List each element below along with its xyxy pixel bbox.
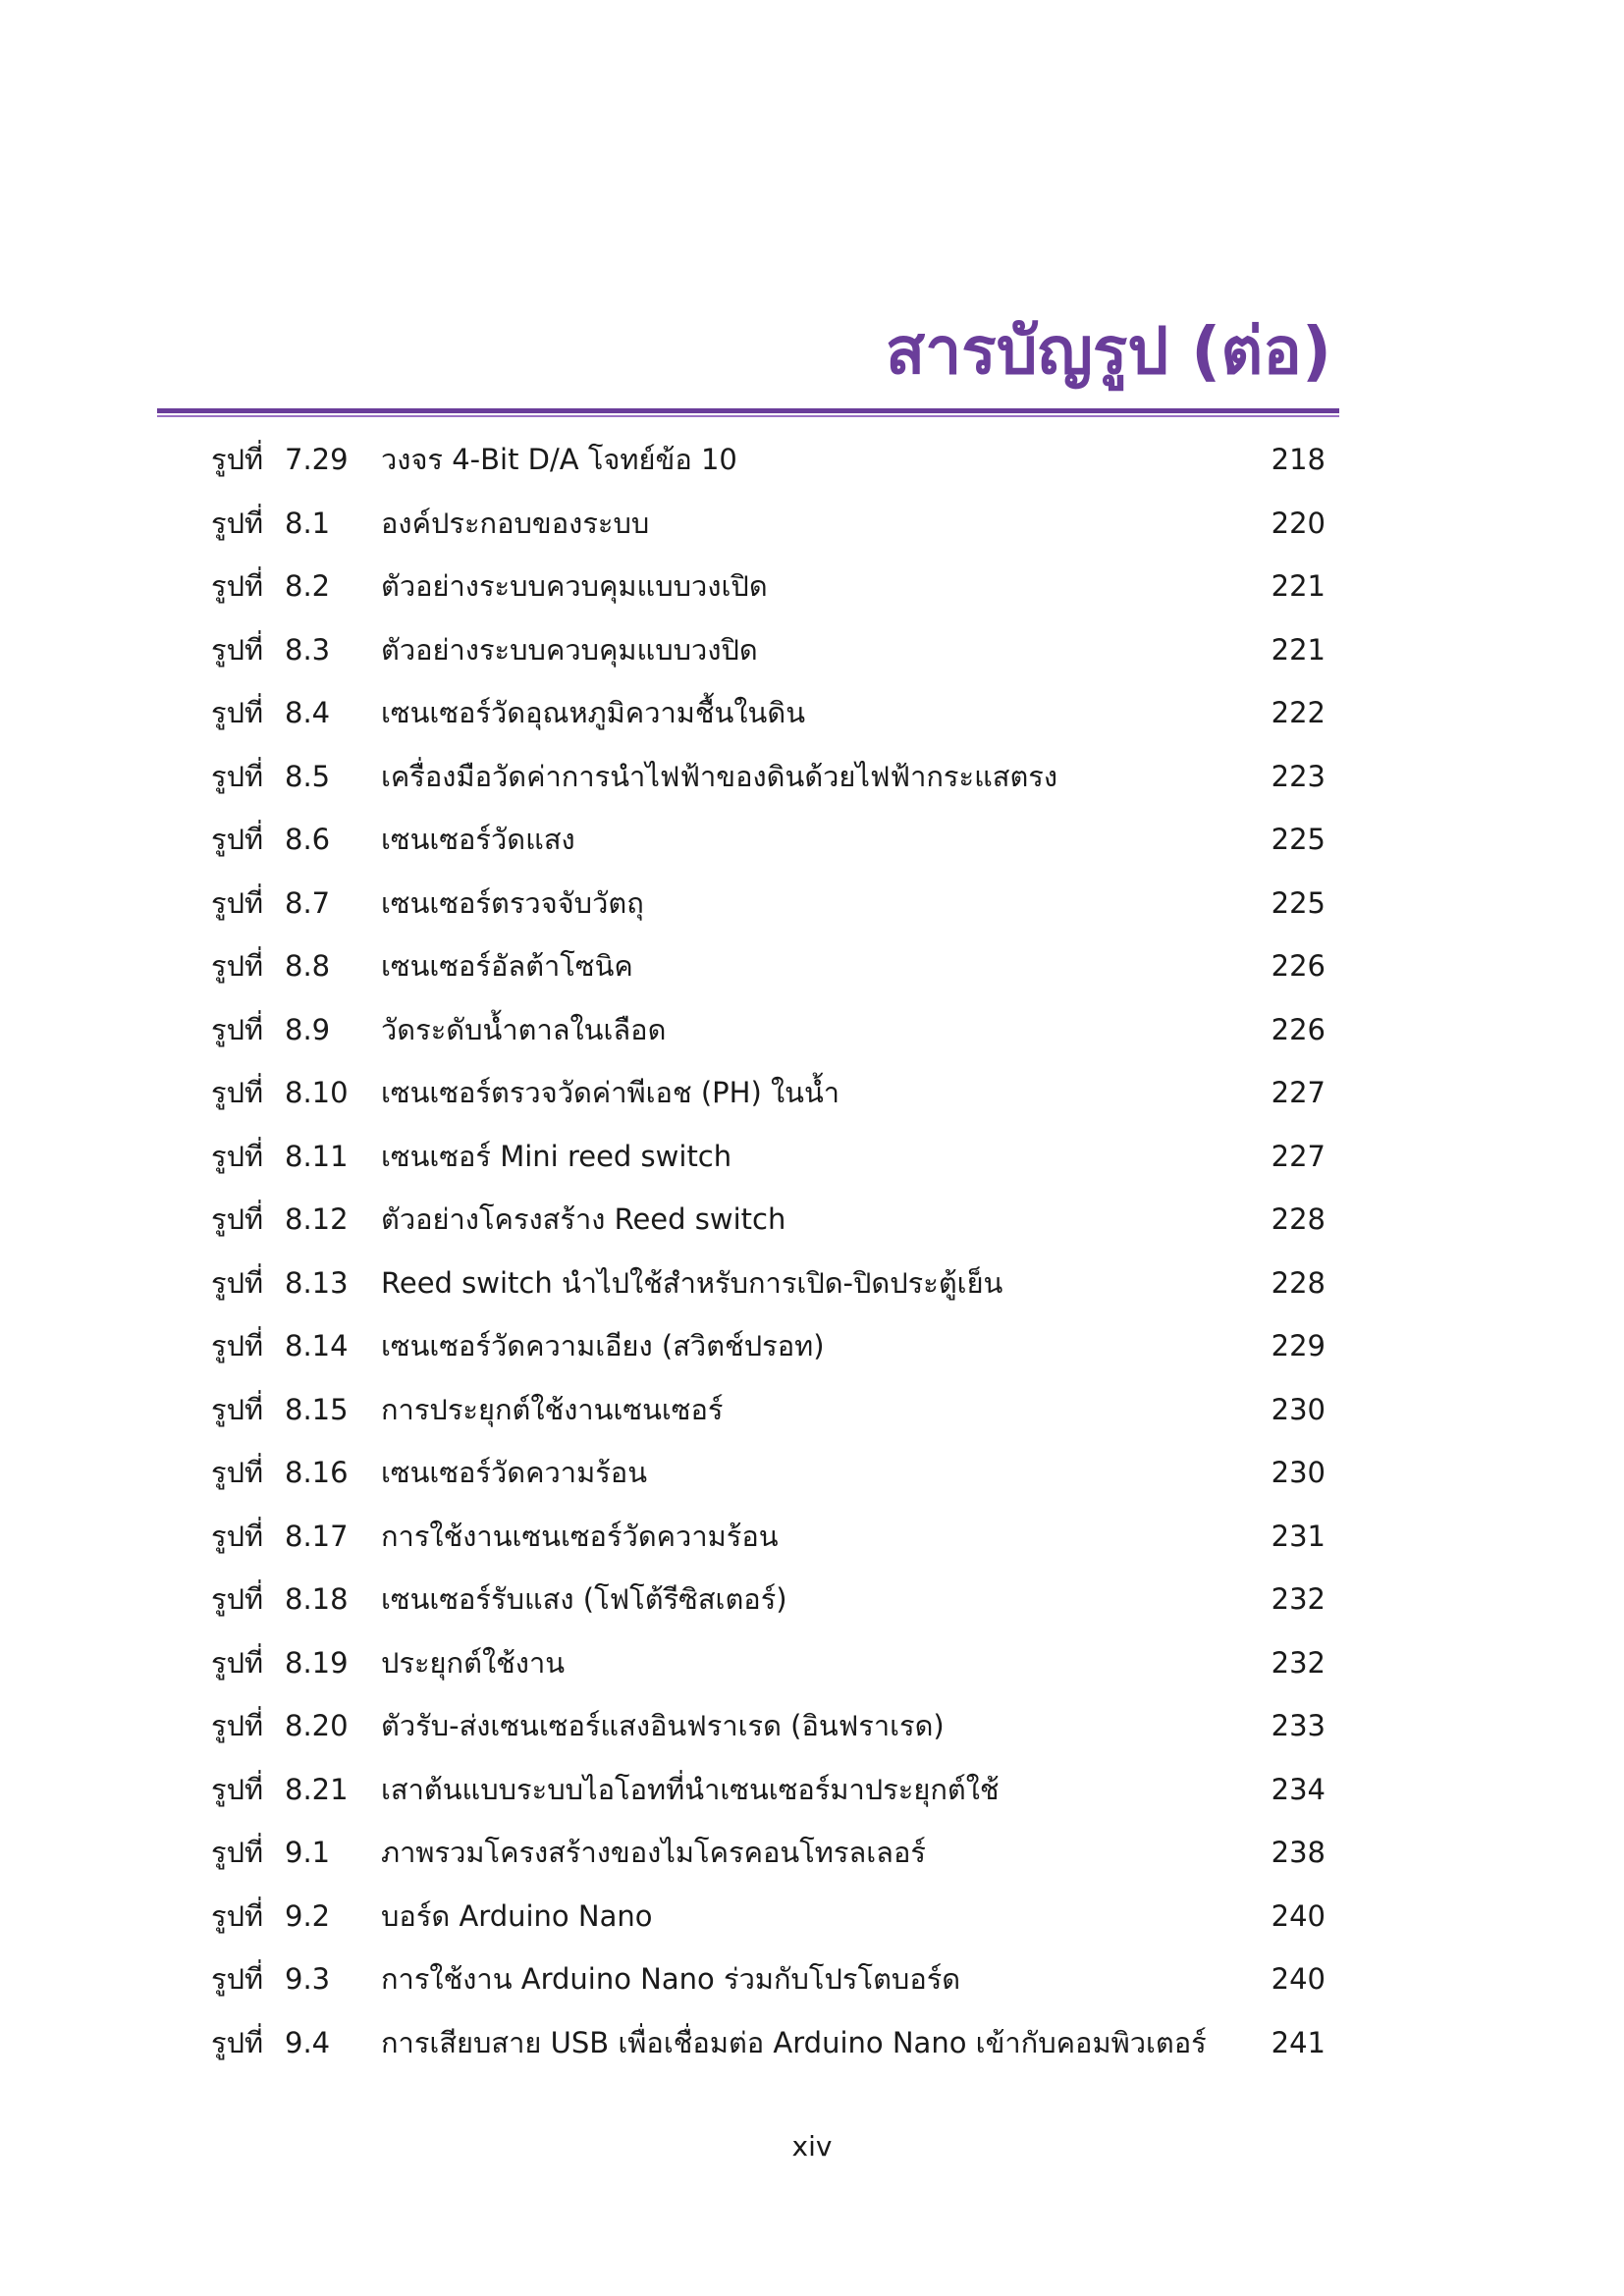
figure-label: รูปที่ xyxy=(211,569,264,603)
figure-page: 222 xyxy=(1271,696,1326,729)
list-item xyxy=(0,428,1624,492)
figure-number: 8.13 xyxy=(285,1265,349,1300)
figure-number: 8.15 xyxy=(285,1392,349,1426)
figure-title: การใช้งานเซนเซอร์วัดความร้อน xyxy=(381,1519,779,1553)
list-item xyxy=(0,745,1624,809)
figure-label: รูปที่ xyxy=(211,1012,264,1046)
figure-title: เครื่องมือวัดค่าการนำไฟฟ้าของดินด้วยไฟฟ้ากระแสตรง xyxy=(381,759,1058,793)
figure-page: 231 xyxy=(1271,1519,1326,1553)
title-divider-thin xyxy=(157,415,1339,417)
figure-label: รูปที่ xyxy=(211,696,264,729)
figure-label: รูปที่ xyxy=(211,2025,264,2059)
figure-title: บอร์ด Arduino Nano xyxy=(381,1898,653,1933)
figure-title: ตัวอย่างโครงสร้าง Reed switch xyxy=(381,1202,786,1236)
figure-title: เซนเซอร์วัดแสง xyxy=(381,823,575,856)
figure-title: เซนเซอร์วัดความเอียง (สวิตช์ปรอท) xyxy=(381,1329,825,1362)
list-item xyxy=(0,2011,1624,2075)
figure-title: ตัวรับ-ส่งเซนเซอร์แสงอินฟราเรด (อินฟราเรด) xyxy=(381,1709,945,1742)
figure-number: 9.3 xyxy=(285,1962,331,1996)
figure-number: 8.12 xyxy=(285,1202,349,1236)
figure-list xyxy=(0,428,1624,2074)
list-item xyxy=(0,681,1624,745)
list-item xyxy=(0,555,1624,618)
figure-label: รูปที่ xyxy=(211,1898,264,1933)
figure-title: ตัวอย่างระบบควบคุมแบบวงเปิด xyxy=(381,569,768,603)
figure-title: เซนเซอร์อัลต้าโซนิค xyxy=(381,949,633,983)
figure-number: 8.7 xyxy=(285,885,331,920)
figure-label: รูปที่ xyxy=(211,443,264,476)
figure-title: เสาต้นแบบระบบไอโอทที่นำเซนเซอร์มาประยุกต์ใช้ xyxy=(381,1772,1000,1806)
figure-title: เซนเซอร์วัดอุณหภูมิความชื้นในดิน xyxy=(381,696,806,729)
list-item xyxy=(0,1568,1624,1631)
figure-page: 226 xyxy=(1271,1012,1326,1046)
list-item xyxy=(0,1314,1624,1378)
figure-title: ตัวอย่างระบบควบคุมแบบวงปิด xyxy=(381,632,758,667)
figure-label: รูปที่ xyxy=(211,949,264,983)
figure-number: 8.5 xyxy=(285,759,331,793)
figure-label: รูปที่ xyxy=(211,1265,264,1300)
figure-title: องค์ประกอบของระบบ xyxy=(381,506,650,540)
figure-number: 8.6 xyxy=(285,823,331,856)
figure-number: 8.19 xyxy=(285,1645,349,1680)
figure-title: การใช้งาน Arduino Nano ร่วมกับโปรโตบอร์ด xyxy=(381,1962,961,1996)
list-item xyxy=(0,998,1624,1062)
figure-page: 218 xyxy=(1271,443,1326,476)
figure-number: 9.4 xyxy=(285,2025,331,2059)
figure-page: 230 xyxy=(1271,1456,1326,1489)
figure-label: รูปที่ xyxy=(211,1392,264,1426)
figure-page: 228 xyxy=(1271,1265,1326,1300)
figure-label: รูปที่ xyxy=(211,1139,264,1173)
figure-page: 221 xyxy=(1271,569,1326,603)
figure-page: 226 xyxy=(1271,949,1326,983)
list-item xyxy=(0,1188,1624,1252)
title-divider xyxy=(157,408,1339,418)
list-item xyxy=(0,934,1624,998)
figure-number: 8.4 xyxy=(285,696,331,729)
figure-title: การเสียบสาย USB เพื่อเชื่อมต่อ Arduino Nano เข้ากับคอมพิวเตอร์ xyxy=(381,2025,1207,2059)
figure-number: 8.17 xyxy=(285,1519,349,1553)
list-item xyxy=(0,618,1624,682)
list-item xyxy=(0,1505,1624,1569)
figure-number: 8.2 xyxy=(285,569,331,603)
figure-label: รูปที่ xyxy=(211,1772,264,1806)
figure-label: รูปที่ xyxy=(211,1202,264,1236)
figure-label: รูปที่ xyxy=(211,1076,264,1109)
figure-title: การประยุกต์ใช้งานเซนเซอร์ xyxy=(381,1392,724,1426)
figure-page: 225 xyxy=(1271,823,1326,856)
list-item xyxy=(0,1885,1624,1949)
figure-number: 8.3 xyxy=(285,632,331,667)
figure-title: เซนเซอร์ Mini reed switch xyxy=(381,1139,732,1173)
figure-page: 223 xyxy=(1271,759,1326,793)
figure-label: รูปที่ xyxy=(211,506,264,540)
figure-label: รูปที่ xyxy=(211,759,264,793)
list-item xyxy=(0,808,1624,872)
figure-number: 8.8 xyxy=(285,949,331,983)
figure-label: รูปที่ xyxy=(211,1329,264,1362)
figure-number: 8.18 xyxy=(285,1582,349,1616)
figure-number: 8.10 xyxy=(285,1076,349,1109)
figure-number: 8.14 xyxy=(285,1329,349,1362)
figure-label: รูปที่ xyxy=(211,1709,264,1742)
figure-page: 227 xyxy=(1271,1139,1326,1173)
figure-label: รูปที่ xyxy=(211,1836,264,1869)
figure-page: 227 xyxy=(1271,1076,1326,1109)
list-item xyxy=(0,1948,1624,2011)
figure-title: วงจร 4-Bit D/A โจทย์ข้อ 10 xyxy=(381,443,737,476)
figure-label: รูปที่ xyxy=(211,885,264,920)
figure-label: รูปที่ xyxy=(211,1962,264,1996)
figure-page: 240 xyxy=(1271,1898,1326,1933)
list-item xyxy=(0,1125,1624,1189)
figure-title: Reed switch นำไปใช้สำหรับการเปิด-ปิดประตู้เย็น xyxy=(381,1265,1003,1300)
title-divider-thick xyxy=(157,408,1339,413)
list-item xyxy=(0,1378,1624,1442)
figure-page: 230 xyxy=(1271,1392,1326,1426)
figure-title: วัดระดับน้ำตาลในเลือด xyxy=(381,1012,667,1046)
figure-number: 8.20 xyxy=(285,1709,349,1742)
list-item xyxy=(0,492,1624,556)
figure-label: รูปที่ xyxy=(211,1645,264,1680)
list-item xyxy=(0,1631,1624,1695)
figure-page: 225 xyxy=(1271,885,1326,920)
list-item xyxy=(0,1252,1624,1315)
page-number: xiv xyxy=(791,2130,833,2163)
figure-page: 232 xyxy=(1271,1582,1326,1616)
figure-page: 232 xyxy=(1271,1645,1326,1680)
figure-title: เซนเซอร์รับแสง (โฟโต้รีซิสเตอร์) xyxy=(381,1582,787,1616)
figure-page: 228 xyxy=(1271,1202,1326,1236)
figure-page: 240 xyxy=(1271,1962,1326,1996)
figure-label: รูปที่ xyxy=(211,823,264,856)
figure-label: รูปที่ xyxy=(211,632,264,667)
figure-page: 241 xyxy=(1271,2025,1326,2059)
figure-number: 9.2 xyxy=(285,1898,331,1933)
list-item xyxy=(0,1758,1624,1822)
figure-number: 9.1 xyxy=(285,1836,331,1869)
figure-title: เซนเซอร์วัดความร้อน xyxy=(381,1456,648,1489)
figure-number: 8.16 xyxy=(285,1456,349,1489)
list-item xyxy=(0,872,1624,935)
figure-number: 8.1 xyxy=(285,506,331,540)
list-item xyxy=(0,1694,1624,1758)
figure-number: 7.29 xyxy=(285,443,349,476)
figure-page: 221 xyxy=(1271,632,1326,667)
page-title: สารบัญรูป (ต่อ) xyxy=(885,313,1331,389)
figure-page: 233 xyxy=(1271,1709,1326,1742)
figure-page: 238 xyxy=(1271,1836,1326,1869)
figure-number: 8.11 xyxy=(285,1139,349,1173)
figure-label: รูปที่ xyxy=(211,1519,264,1553)
figure-number: 8.9 xyxy=(285,1012,331,1046)
list-item xyxy=(0,1441,1624,1505)
figure-page: 229 xyxy=(1271,1329,1326,1362)
list-item xyxy=(0,1821,1624,1885)
figure-title: ประยุกต์ใช้งาน xyxy=(381,1645,566,1680)
figure-title: เซนเซอร์ตรวจวัดค่าพีเอช (PH) ในน้ำ xyxy=(381,1076,840,1109)
figure-page: 220 xyxy=(1271,506,1326,540)
figure-label: รูปที่ xyxy=(211,1582,264,1616)
figure-title: เซนเซอร์ตรวจจับวัตถุ xyxy=(381,885,644,920)
figure-title: ภาพรวมโครงสร้างของไมโครคอนโทรลเลอร์ xyxy=(381,1836,926,1869)
figure-label: รูปที่ xyxy=(211,1456,264,1489)
figure-number: 8.21 xyxy=(285,1772,349,1806)
list-item xyxy=(0,1061,1624,1125)
figure-page: 234 xyxy=(1271,1772,1326,1806)
